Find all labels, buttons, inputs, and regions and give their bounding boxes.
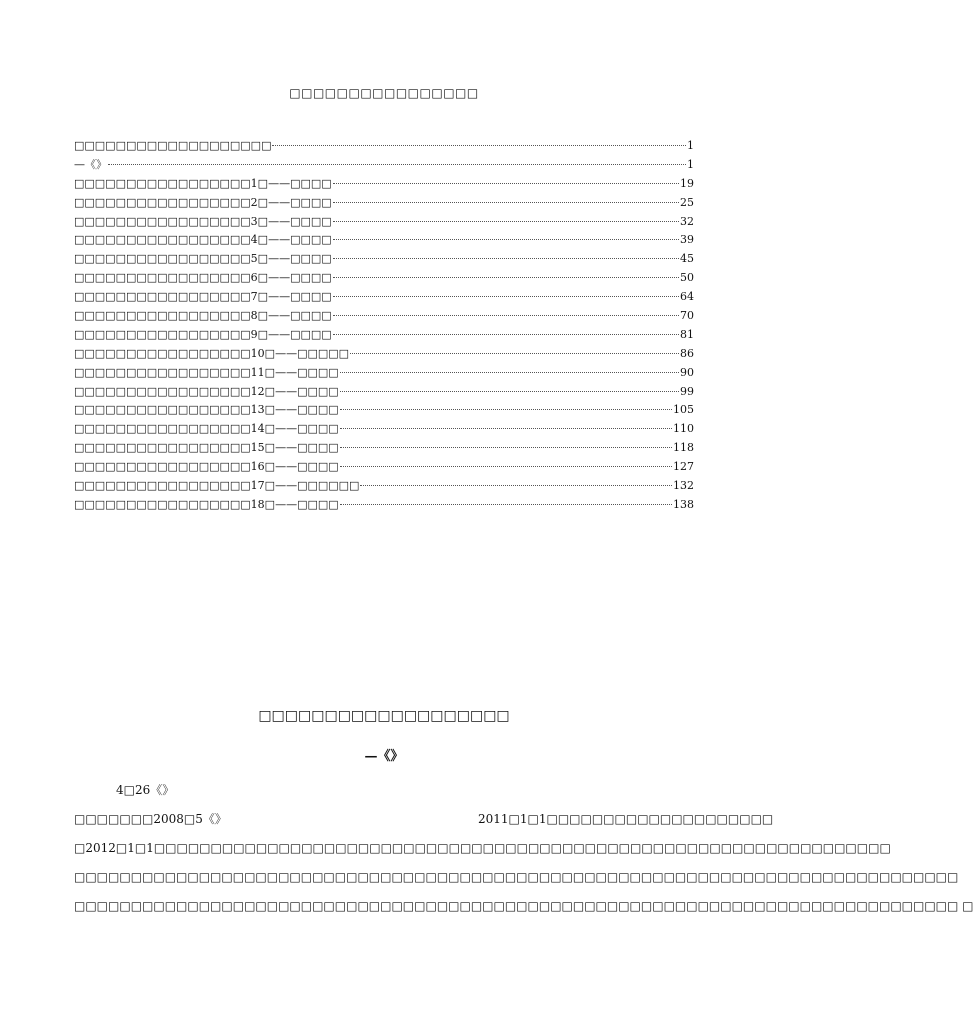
toc-entry[interactable] (74, 175, 694, 194)
toc-entry[interactable] (74, 231, 694, 250)
toc-entry-label: □□□□□□□□□□□□□□□□□□□ (74, 139, 272, 152)
toc-dot-leader (333, 221, 679, 222)
toc-dot-leader (340, 372, 679, 373)
toc-entry[interactable] (74, 439, 694, 458)
paragraph-1: 4□26《》 (116, 783, 175, 797)
toc-entry[interactable] (74, 458, 694, 477)
toc-entry-page-number: 32 (680, 214, 694, 228)
toc-entry[interactable] (74, 364, 694, 383)
section-title: □□□□□□□□□□□□□□□□□□□ (258, 708, 510, 724)
toc-entry[interactable] (74, 213, 694, 232)
toc-dot-leader (340, 391, 679, 392)
paragraph-3: □2012□1□1□□□□□□□□□□□□□□□□□□□□□□□□□□□□□□□□□□□□□□□□□□□□□□□□□□□□□□□□□□□□□□□□□ (74, 841, 891, 855)
toc-dot-leader (333, 296, 679, 297)
toc-entry-label: □□□□□□□□□□□□□□□□□9□——□□□□ (74, 327, 332, 341)
paragraph-4: □□□□□□□□□□□□□□□□□□□□□□□□□□□□□□□□□□□□□□□□□□□□□□□□□□□□□□□□□□□□□□□□□□□□□□□□□□□□□□ (74, 870, 959, 884)
toc-entry-page-number: 110 (673, 422, 694, 436)
toc-entry-label: □□□□□□□□□□□□□□□□□10□——□□□□□ (74, 346, 350, 360)
toc-entry[interactable] (74, 420, 694, 439)
toc-entry-label: □□□□□□□□□□□□□□□□□11□——□□□□ (74, 365, 339, 379)
toc-dot-leader (333, 239, 679, 240)
toc-entry-page-number: 99 (680, 384, 694, 398)
toc-dot-leader (333, 315, 679, 316)
toc-dot-leader (340, 447, 672, 448)
toc-entry-page-number: 105 (673, 403, 694, 417)
toc-entry-label: □□□□□□□□□□□□□□□□□17□——□□□□□□ (74, 479, 360, 493)
toc-dot-leader (350, 353, 679, 354)
toc-entry-label: □□□□□□□□□□□□□□□□□5□——□□□□ (74, 252, 332, 266)
toc-entry-label: □□□□□□□□□□□□□□□□□1□——□□□□ (74, 176, 332, 190)
toc-entry[interactable] (74, 137, 694, 156)
toc-dot-leader (272, 145, 686, 146)
section-subtitle: —《》 (364, 749, 404, 764)
toc-entry[interactable] (74, 326, 694, 345)
toc-entry-page-number: 19 (680, 176, 694, 190)
toc-entry-label: □□□□□□□□□□□□□□□□□12□——□□□□ (74, 384, 339, 398)
toc-entry-page-number: 1 (687, 139, 694, 152)
paragraph-2-left: □□□□□□□2008□5《》 (74, 812, 227, 826)
paragraph-5: □□□□□□□□□□□□□□□□□□□□□□□□□□□□□□□□□□□□□□□□□□□□□□□□□□□□□□□□□□□□□□□□□□□□□□□□□□□□□□ □ (74, 899, 974, 913)
toc-dot-leader (340, 466, 672, 467)
toc-entry-label: □□□□□□□□□□□□□□□□□6□——□□□□ (74, 271, 332, 285)
toc-dot-leader (340, 409, 672, 410)
paragraph-2-right: 2011□1□1□□□□□□□□□□□□□□□□□□□□ (478, 812, 774, 826)
toc-entry[interactable] (74, 194, 694, 213)
toc-dot-leader (340, 504, 672, 505)
toc-entry-page-number: 127 (673, 460, 694, 474)
toc-dot-leader (360, 485, 672, 486)
toc-entry-label: □□□□□□□□□□□□□□□□□16□——□□□□ (74, 460, 339, 474)
toc-entry-label: □□□□□□□□□□□□□□□□□3□——□□□□ (74, 214, 332, 228)
toc-entry-page-number: 1 (687, 157, 694, 171)
toc-entry-label: —《》 (74, 157, 107, 171)
toc-dot-leader (333, 183, 679, 184)
toc-entry-page-number: 138 (673, 497, 694, 511)
toc-entry[interactable] (74, 383, 694, 402)
toc-entry-label: □□□□□□□□□□□□□□□□□7□——□□□□ (74, 290, 332, 304)
toc-dot-leader (340, 428, 672, 429)
toc-entry-label: □□□□□□□□□□□□□□□□□18□——□□□□ (74, 497, 339, 511)
toc-entry-page-number: 45 (680, 252, 694, 266)
toc-entry[interactable] (74, 250, 694, 269)
toc-entry[interactable] (74, 345, 694, 364)
toc-dot-leader (108, 164, 686, 165)
toc-dot-leader (333, 258, 679, 259)
toc-entry[interactable] (74, 288, 694, 307)
toc-entry-label: □□□□□□□□□□□□□□□□□13□——□□□□ (74, 403, 339, 417)
toc-entry-label: □□□□□□□□□□□□□□□□□2□——□□□□ (74, 195, 332, 209)
toc-dot-leader (333, 277, 679, 278)
toc-entry[interactable] (74, 496, 694, 515)
toc-entry-page-number: 50 (680, 271, 694, 285)
toc-entry-label: □□□□□□□□□□□□□□□□□14□——□□□□ (74, 422, 339, 436)
toc-dot-leader (333, 334, 679, 335)
toc-entry-page-number: 81 (680, 327, 694, 341)
toc-entry-label: □□□□□□□□□□□□□□□□□4□——□□□□ (74, 233, 332, 247)
table-of-contents (74, 137, 694, 515)
toc-entry-page-number: 86 (680, 346, 694, 360)
toc-entry[interactable] (74, 401, 694, 420)
toc-entry[interactable] (74, 269, 694, 288)
toc-dot-leader (333, 202, 679, 203)
toc-entry-label: □□□□□□□□□□□□□□□□□15□——□□□□ (74, 441, 339, 455)
toc-entry-page-number: 132 (673, 479, 694, 493)
toc-entry-page-number: 90 (680, 365, 694, 379)
toc-entry[interactable] (74, 477, 694, 496)
toc-entry[interactable] (74, 307, 694, 326)
toc-entry-page-number: 25 (680, 195, 694, 209)
toc-entry[interactable] (74, 156, 694, 175)
toc-entry-page-number: 64 (680, 290, 694, 304)
toc-title: □□□□□□□□□□□□□□□□ (289, 86, 479, 100)
toc-entry-page-number: 70 (680, 309, 694, 323)
toc-entry-page-number: 118 (673, 441, 694, 455)
toc-entry-label: □□□□□□□□□□□□□□□□□8□——□□□□ (74, 309, 332, 323)
toc-entry-page-number: 39 (680, 233, 694, 247)
